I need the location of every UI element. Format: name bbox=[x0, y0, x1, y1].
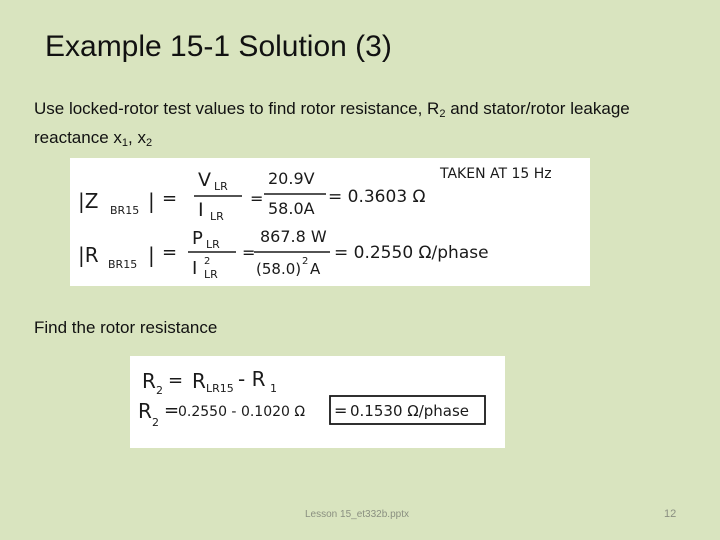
eq-sign-7: = bbox=[334, 401, 348, 420]
handwritten-equations-svg bbox=[70, 158, 590, 286]
intro-line2-prefix: reactance x bbox=[34, 128, 122, 147]
footer-filename: Lesson 15_et332b.pptx bbox=[305, 509, 409, 520]
a2-value: (58.0) bbox=[256, 260, 302, 278]
v-lr-num: V bbox=[198, 169, 211, 191]
intro-line-1 bbox=[34, 97, 694, 126]
slide-number: 12 bbox=[664, 508, 677, 520]
intro-line1-suffix: and stator/rotor leakage bbox=[445, 99, 630, 118]
r2-lhs: R bbox=[142, 369, 156, 393]
frequency-note: TAKEN AT 15 Hz bbox=[440, 166, 552, 182]
minus-r1: - R bbox=[238, 367, 266, 391]
boxed-result: 0.1530 Ω/phase bbox=[350, 402, 470, 420]
i2-lr-sub: LR bbox=[204, 268, 218, 281]
r2b-sub: 2 bbox=[152, 416, 159, 429]
r2-subscript: 2 bbox=[439, 108, 446, 120]
intro-line-2 bbox=[34, 126, 694, 155]
i2-lr-den: I bbox=[192, 258, 198, 279]
rlr-sub: LR15 bbox=[206, 382, 234, 395]
eq-sign-1: = bbox=[162, 188, 178, 209]
p-lr-num: P bbox=[192, 228, 203, 249]
a-value: 58.0A bbox=[268, 199, 315, 218]
rotor-calc: 0.2550 - 0.1020 Ω bbox=[178, 404, 306, 420]
intro-text bbox=[34, 97, 694, 155]
eq-sign-5: = bbox=[168, 370, 184, 391]
eq-sign-2: = bbox=[250, 189, 264, 208]
handwritten-rotor-resistance-image bbox=[130, 356, 505, 448]
r2b-lhs: R bbox=[138, 399, 152, 423]
r-lhs: |R bbox=[78, 243, 99, 267]
r-lhs-close: | bbox=[148, 243, 155, 267]
eq-sign-4: = bbox=[242, 243, 256, 262]
rlr-term: R bbox=[192, 369, 206, 393]
r1-sub: 1 bbox=[270, 382, 277, 395]
z-lhs-sub: BR15 bbox=[110, 204, 140, 217]
intro-line1-prefix: Use locked-rotor test values to find rotor resistance, R bbox=[34, 99, 440, 118]
section-label: Find the rotor resistance bbox=[34, 318, 218, 337]
a2-sup: 2 bbox=[302, 256, 309, 267]
intro-comma: , x bbox=[128, 128, 146, 147]
x1-subscript: 1 bbox=[121, 137, 129, 149]
eq-sign-3: = bbox=[162, 242, 178, 263]
r-lhs-sub: BR15 bbox=[108, 258, 138, 271]
eq-sign-6: = bbox=[164, 400, 180, 421]
slide-title: Example 15-1 Solution (3) bbox=[45, 30, 392, 63]
a2-unit: A bbox=[310, 260, 321, 278]
z-lhs-close: | bbox=[148, 189, 155, 213]
v-value: 20.9V bbox=[268, 169, 315, 188]
i-lr-den: I bbox=[198, 199, 204, 221]
r-result: = 0.2550 Ω/phase bbox=[334, 243, 489, 263]
i2-lr-sup: 2 bbox=[204, 256, 211, 267]
z-result: = 0.3603 Ω bbox=[328, 187, 426, 207]
p-lr-sub: LR bbox=[206, 238, 220, 251]
v-lr-sub: LR bbox=[214, 180, 228, 193]
i-lr-sub: LR bbox=[210, 210, 224, 223]
z-lhs: |Z bbox=[78, 189, 99, 213]
handwritten-equations-image bbox=[70, 158, 590, 286]
x2-subscript: 2 bbox=[145, 137, 153, 149]
r2-sub: 2 bbox=[156, 384, 163, 397]
w-value: 867.8 W bbox=[260, 227, 327, 246]
handwritten-rotor-svg bbox=[130, 356, 505, 448]
